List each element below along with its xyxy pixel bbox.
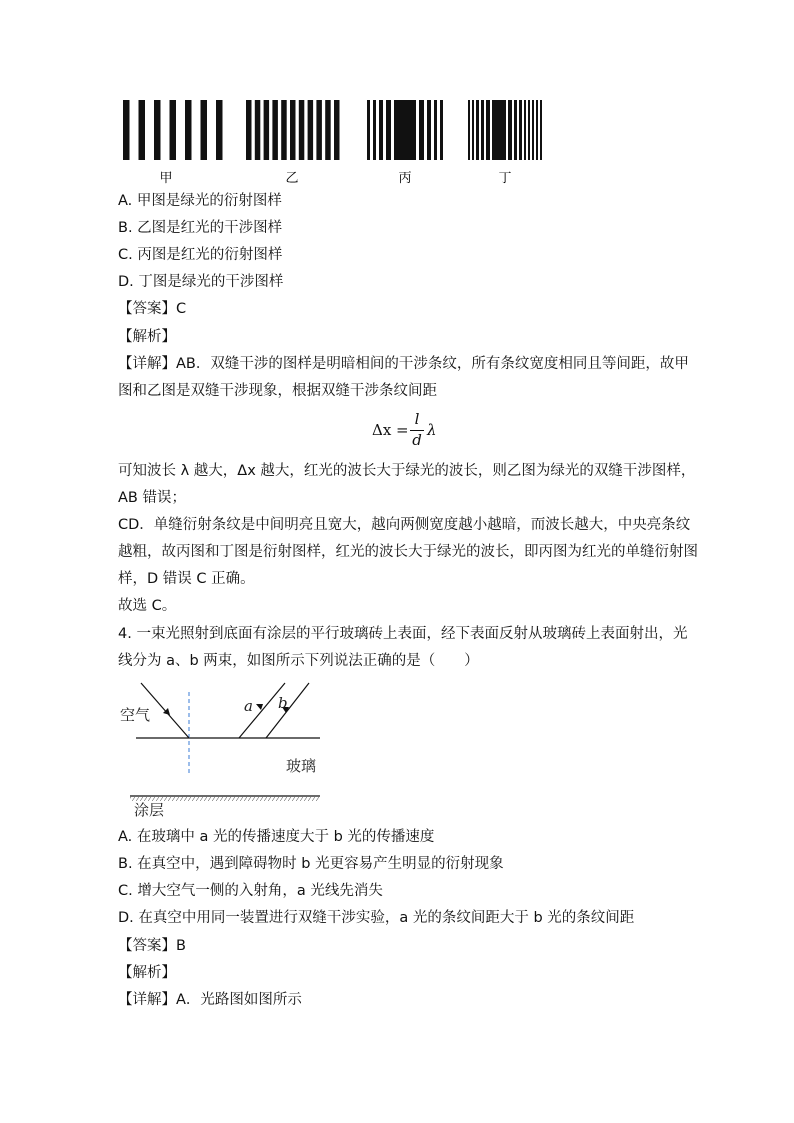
analysis-detail-q4: 【详解】A．光路图如图所示: [118, 992, 302, 1008]
fringe-bar-ding: [536, 100, 538, 160]
fringe-bar-bing: [373, 100, 376, 160]
fringe-bar-yi: [299, 100, 305, 160]
fringe-bar-yi: [264, 100, 270, 160]
pattern-label-yi: 乙: [285, 171, 299, 186]
analysis-text: 越粗，故丙图和丁图是衍射图样，红光的波长大于绿光的波长，即丙图为红光的单缝衍射图: [118, 544, 698, 560]
fringe-bar-jia: [170, 100, 177, 160]
fringe-bar-bing: [434, 100, 437, 160]
fringe-bar-yi: [281, 100, 287, 160]
fringe-spacing-formula: [372, 410, 452, 450]
formula-lambda: λ: [427, 421, 437, 439]
fringe-bar-ding: [468, 100, 470, 160]
light-path-figure: [118, 678, 348, 818]
pattern-label-ding: 丁: [498, 171, 512, 186]
analysis-heading-q3: 【解析】: [118, 329, 176, 345]
fringe-bar-jia: [216, 100, 223, 160]
fringe-bar-ding: [492, 100, 506, 160]
pattern-label-jia: 甲: [159, 171, 173, 186]
option-c: C. 丙图是红光的衍射图样: [118, 247, 283, 263]
analysis-text: 可知波长 λ 越大，Δx 越大，红光的波长大于绿光的波长，则乙图为绿光的双缝干涉图样，: [118, 463, 696, 479]
conclusion-q3: 故选 C。: [118, 598, 177, 614]
fringe-bar-yi: [308, 100, 314, 160]
analysis-text: 样，D 错误 C 正确。: [118, 571, 255, 587]
formula-numerator: l: [414, 410, 420, 428]
fringe-bar-jia: [201, 100, 208, 160]
fringe-bar-bing: [367, 100, 370, 160]
q4-option-d: D. 在真空中用同一装置进行双缝干涉实验，a 光的条纹间距大于 b 光的条纹间距: [118, 910, 635, 926]
fringe-bar-bing: [394, 100, 416, 160]
fringe-bar-yi: [325, 100, 331, 160]
fringe-bar-jia: [154, 100, 161, 160]
option-d: D. 丁图是绿光的干涉图样: [118, 274, 284, 290]
fringe-bar-bing: [386, 100, 391, 160]
q4-option-b: B. 在真空中，遇到障碍物时 b 光更容易产生明显的衍射现象: [118, 856, 504, 872]
ray-a-arrow: [256, 704, 263, 710]
pattern-label-bing: 丙: [398, 171, 412, 186]
fringe-bar-yi: [246, 100, 252, 160]
question-4-text: 4. 一束光照射到底面有涂层的平行玻璃砖上表面，经下表面反射从玻璃砖上表面射出，光: [118, 626, 688, 642]
formula-lhs: Δx =: [372, 421, 409, 439]
fringe-bar-yi: [290, 100, 296, 160]
analysis-text: AB 错误；: [118, 490, 186, 506]
fringe-patterns-figure: [0, 0, 794, 190]
fringe-bar-bing: [379, 100, 383, 160]
fringe-bar-yi: [316, 100, 322, 160]
ray-b-label: b: [278, 694, 288, 712]
air-label: 空气: [120, 706, 151, 724]
analysis-text: CD．单缝衍射条纹是中间明亮且宽大，越向两侧宽度越小越暗，而波长越大，中央亮条纹: [118, 517, 691, 533]
glass-label: 玻璃: [286, 757, 317, 775]
q4-option-a: A. 在玻璃中 a 光的传播速度大于 b 光的传播速度: [118, 829, 435, 845]
fringe-bar-yi: [255, 100, 260, 160]
coating-label: 涂层: [134, 801, 165, 818]
fringe-bar-bing: [440, 100, 443, 160]
option-a: A. 甲图是绿光的衍射图样: [118, 193, 282, 209]
fringe-bar-bing: [427, 100, 431, 160]
fringe-bar-ding: [514, 100, 517, 160]
answer-q4: 【答案】B: [118, 938, 186, 954]
fringe-bar-yi: [334, 100, 340, 160]
answer-q3: 【答案】C: [118, 301, 187, 317]
fringe-bar-jia: [185, 100, 192, 160]
fringe-bar-ding: [532, 100, 534, 160]
analysis-text: 图和乙图是双缝干涉现象，根据双缝干涉条纹间距: [118, 383, 437, 399]
fringe-bar-jia: [139, 100, 146, 160]
fringe-bar-ding: [524, 100, 526, 160]
fringe-bar-ding: [528, 100, 530, 160]
formula-denominator: d: [412, 431, 422, 449]
fringe-bar-ding: [519, 100, 522, 160]
fringe-bar-ding: [540, 100, 542, 160]
ray-a-label: a: [244, 697, 253, 715]
analysis-text: 【详解】AB．双缝干涉的图样是明暗相间的干涉条纹，所有条纹宽度相同且等间距，故甲: [118, 356, 689, 372]
fringe-bar-ding: [481, 100, 484, 160]
fringe-bar-ding: [476, 100, 479, 160]
fringe-bar-jia: [123, 100, 130, 160]
fringe-bar-yi: [272, 100, 278, 160]
analysis-heading-q4: 【解析】: [118, 965, 176, 981]
q4-option-c: C. 增大空气一侧的入射角，a 光线先消失: [118, 883, 383, 899]
fringe-bar-ding: [472, 100, 474, 160]
fringe-bar-bing: [419, 100, 424, 160]
fringe-bar-ding: [508, 100, 512, 160]
fringe-bar-ding: [486, 100, 490, 160]
question-4-text: 线分为 a、b 两束，如图所示下列说法正确的是（ ）: [118, 653, 479, 669]
option-b: B. 乙图是红光的干涉图样: [118, 220, 283, 236]
